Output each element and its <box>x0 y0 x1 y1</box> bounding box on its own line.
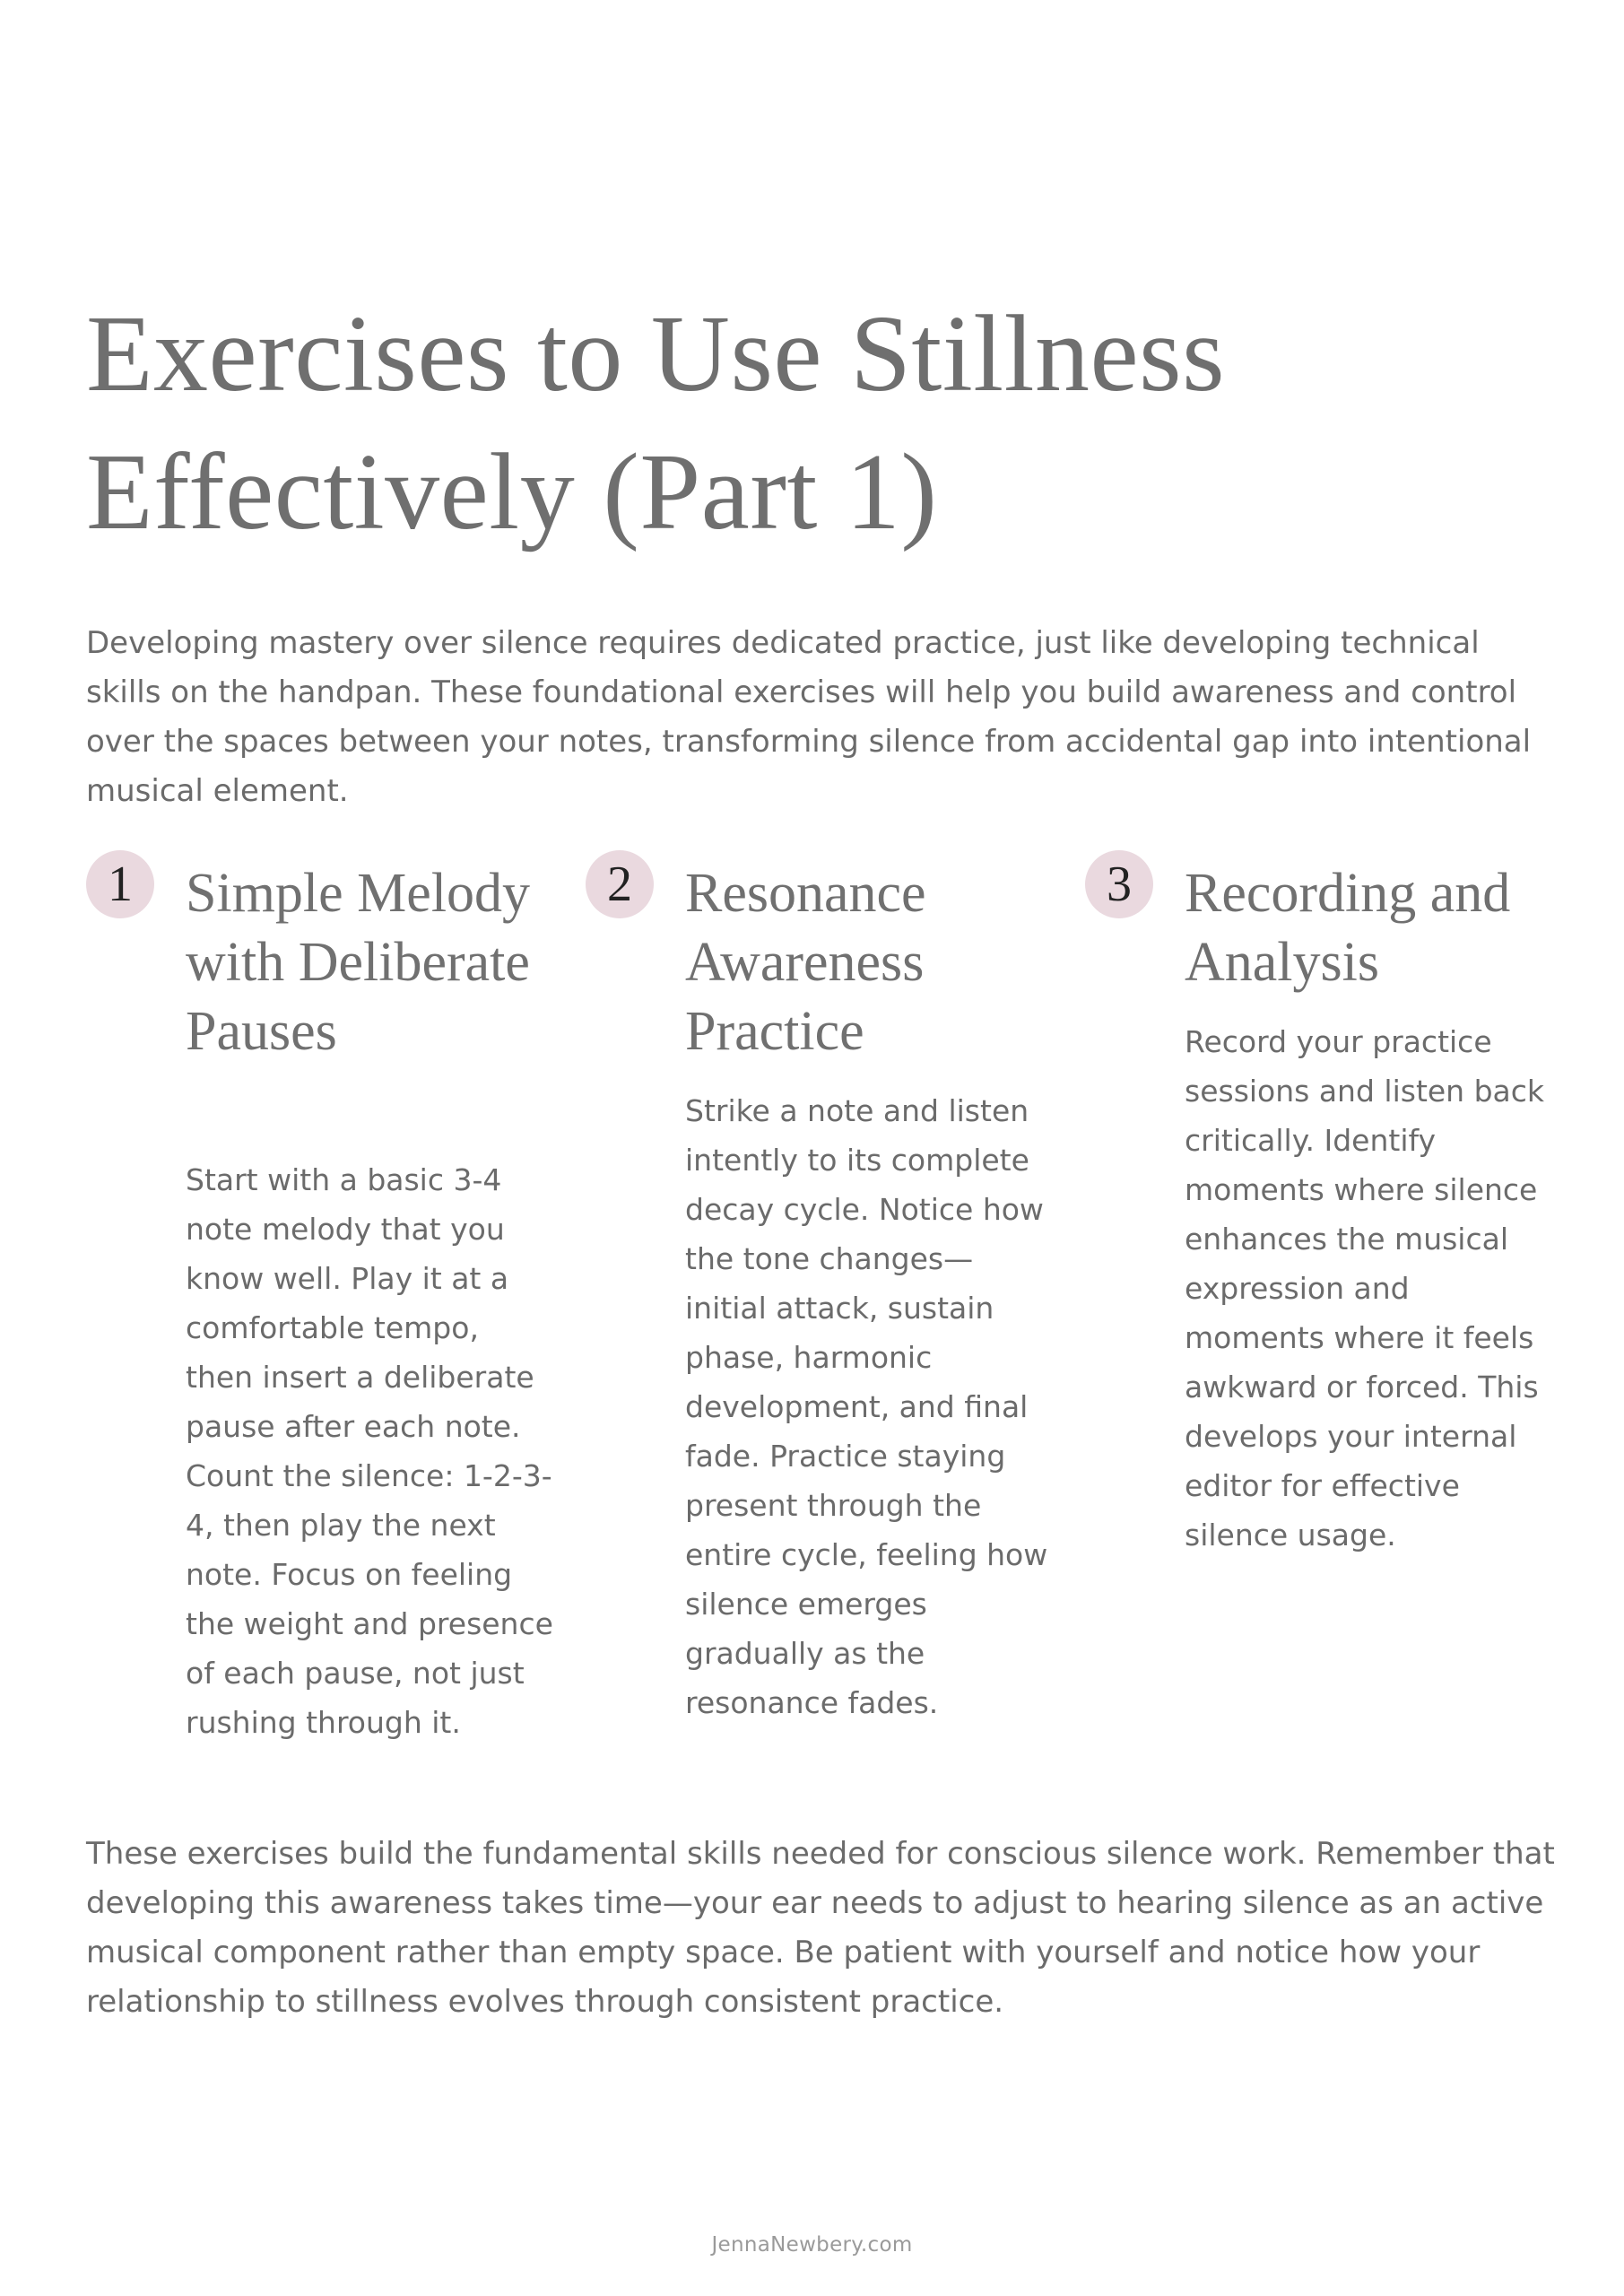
number-badge-1: 1 <box>86 850 154 918</box>
exercise-title-2: Resonance Awareness Practice <box>685 863 926 1062</box>
closing-paragraph: These exercises build the fundamental skills needed for conscious silence work. Remember that developing this awareness takes time—your ear needs to adjust to hearing silence as an active musical component rather than empty space. Be patient with yourself and notice how your relationship to stillness evolves through consistent practice. <box>86 1836 1555 2020</box>
number-badge-3: 3 <box>1085 850 1153 918</box>
intro-paragraph: Developing mastery over silence requires dedicated practice, just like developing technical skills on the handpan. These foundational exercises will help you build awareness and control over the spaces between your notes, transforming silence from accidental gap into intentional musical element. <box>86 625 1532 809</box>
number-badge-2: 2 <box>586 850 654 918</box>
exercise-body-2: Strike a note and listen intently to its complete decay cycle. Notice how the tone changes—initial attack, sustain phase, harmonic development, and final fade. Practice staying present through the entire cycle, feeling how silence emerges gradually as the resonance fades. <box>685 1093 1048 1720</box>
exercise-title-3: Recording and Analysis <box>1185 863 1511 993</box>
footer-website-link[interactable]: JennaNewbery.com <box>711 2233 913 2257</box>
exercise-body-3: Record your practice sessions and listen back critically. Identify moments where silence enhances the musical expression and moments where it feels awkward or forced. This develops your internal editor for effective silence usage. <box>1185 1024 1545 1552</box>
exercise-title-1: Simple Melody with Deliberate Pauses <box>186 863 531 1062</box>
exercise-body-1: Start with a basic 3-4 note melody that you know well. Play it at a comfortable tempo, then insert a deliberate pause after each note. Count the silence: 1-2-3-4, then play the next note. Focus on feeling the weight and presence of each pause, not just rushing through it. <box>186 1162 553 1740</box>
page-title: Exercises to Use Stillness Effectively (Part 1) <box>86 293 1226 552</box>
